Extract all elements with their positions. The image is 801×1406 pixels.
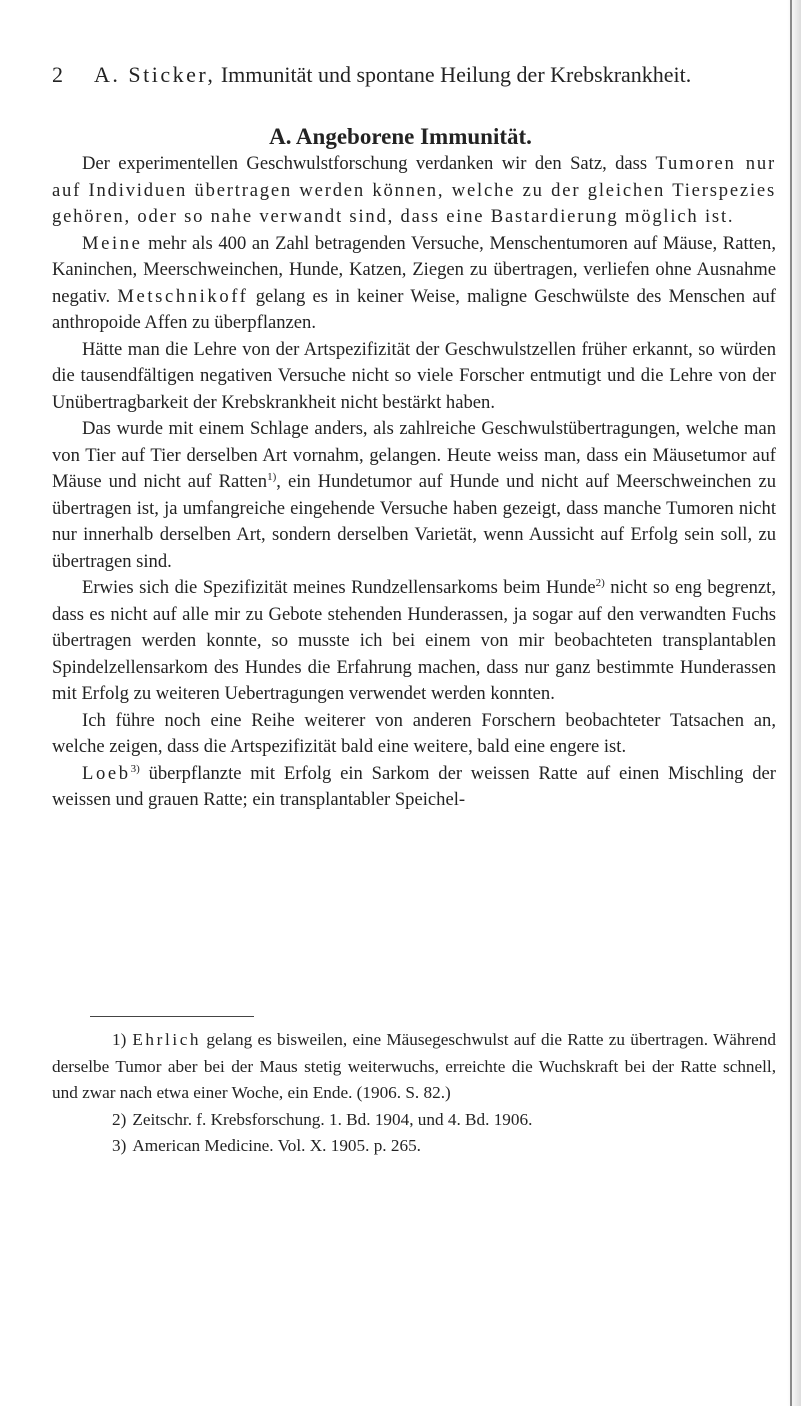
paragraph-text: Der experimentellen Geschwulstforschung verdanken wir den Satz, dass: [82, 153, 656, 174]
footnote: [52, 1107, 776, 1134]
paragraph: Ich führe noch eine Reihe weiterer von anderen Forschern beobachteter Tatsachen an, welche zeigen, dass die Artspezifizität bald eine weitere, bald eine engere ist.: [52, 709, 776, 757]
paragraph: [52, 231, 776, 337]
footnote-separator: [90, 1016, 254, 1017]
page-number: 2: [52, 62, 63, 87]
footnotes: [52, 1027, 776, 1160]
paragraph: [52, 151, 776, 231]
footnote-mark: 3): [112, 1136, 127, 1155]
footnote-reference: 3): [130, 762, 140, 775]
paragraph: [52, 575, 776, 708]
footnote-text: gelang es bisweilen, eine Mäusegeschwulst auf die Ratte zu übertragen. Während derselbe Tumor aber bei der Maus stetig weiterwuchs, erreichte die Wuchskraft bei der Ratte schnell, und zwar nach etwa einer Woche, ein Ende. (1906. S. 82.): [52, 1030, 776, 1102]
paragraph-text: , ein Hundetumor auf Hunde und nicht auf Meerschweinchen zu übertragen ist, ja umfangreiche eingehende Versuche haben gezeigt, dass manche Tumoren nicht nur innerhalb derselben Art, sondern derselben Varietät, wenn Aussicht auf Erfolg sein soll, zu übertragen sind.: [52, 471, 776, 572]
author-name: Meine: [82, 232, 143, 254]
body-text: [52, 151, 776, 814]
author-name: Metschnikoff: [117, 285, 249, 307]
footnote-reference: 1): [267, 471, 277, 483]
footnote-text: American Medicine. Vol. X. 1905. p. 265.: [132, 1136, 421, 1155]
footnote: [52, 1027, 776, 1107]
paragraph-text: überpflanzte mit Erfolg ein Sarkom der weissen Ratte auf einen Mischling der weissen und grauen Ratte; ein transplantabler Speichel-: [52, 762, 776, 810]
running-head-title: Immunität und spontane Heilung der Krebskrankheit.: [220, 62, 692, 87]
emphasized-text: Tumoren nur auf Individuen übertragen werden können, welche zu der gleichen Tierspezies gehören, oder so nahe verwandt sind, dass eine Bastardierung möglich ist.: [52, 153, 776, 227]
running-head-author: A. Sticker,: [94, 62, 216, 87]
paragraph: [52, 416, 776, 575]
author-name: Ehrlich: [132, 1030, 202, 1049]
footnote-mark: 2): [112, 1109, 127, 1129]
page-edge-line: [790, 0, 792, 1406]
paragraph-text: gelang es in keiner Weise, maligne Geschwülste des Menschen auf anthropoide Affen zu überpflanzen.: [52, 285, 776, 333]
paragraph-text: mehr als 400 an Zahl betragenden Versuche, Menschentumoren auf Mäuse, Ratten, Kaninchen, Meerschweinchen, Hunde, Katzen, Ziegen zu übertragen, verliefen ohne Ausnahme negativ.: [52, 232, 776, 307]
section-heading: A. Angeborene Immunität.: [269, 124, 532, 149]
running-head: [52, 60, 752, 90]
paragraph: [52, 761, 776, 814]
paragraph: Hätte man die Lehre von der Artspezifizität der Geschwulstzellen früher erkannt, so würden die tausendfältigen negativen Versuche nicht so viele Forscher entmutigt und die Lehre von der Unübertragbarkeit der Krebskrankheit nicht bestärkt haben.: [52, 338, 776, 413]
footnote-mark: 1): [112, 1030, 127, 1049]
paragraph-text: Das wurde mit einem Schlage anders, als zahlreiche Geschwulstübertragungen, welche man von Tier auf Tier derselben Art vornahm, gelangen. Heute weiss man, dass ein Mäusetumor auf Mäuse und nicht auf Ratten: [52, 418, 776, 492]
footnote: [52, 1133, 776, 1160]
footnote-text: Zeitschr. f. Krebsforschung. 1. Bd. 1904, und 4. Bd. 1906.: [132, 1109, 533, 1129]
footnote-reference: 2): [595, 577, 605, 589]
paragraph-text: nicht so eng begrenzt, dass es nicht auf alle mir zu Gebote stehenden Hunderassen, ja sogar auf den verwandten Fuchs übertragen werden konnte, so musste ich bei einem von mir beobachteten transplantablen Spindelzellensarkom des Hundes die Erfahrung machen, dass nur ganz bestimmte Hunderassen mit Erfolg zu weiteren Uebertragungen verwendet werden konnten.: [52, 577, 776, 704]
paragraph-text: Erwies sich die Spezifizität meines Rundzellensarkoms beim Hunde: [82, 577, 596, 598]
author-name: Loeb: [82, 762, 131, 784]
